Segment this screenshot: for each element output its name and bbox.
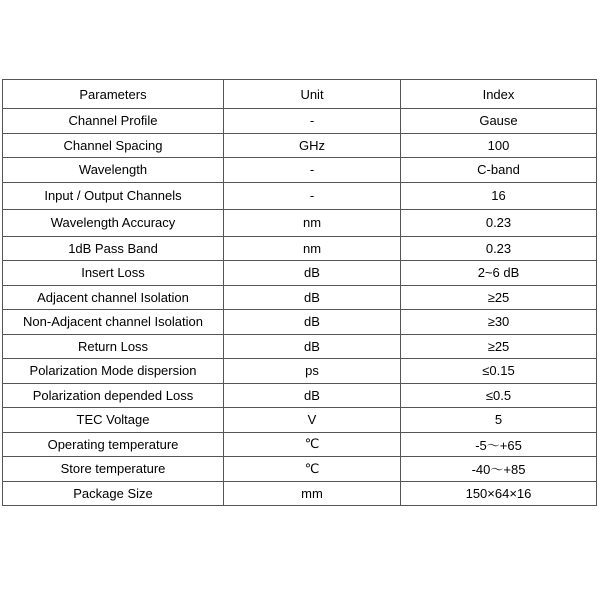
- header-parameters: Parameters: [3, 80, 224, 109]
- header-unit: Unit: [224, 80, 401, 109]
- cell-unit: -: [224, 182, 401, 209]
- cell-unit: ℃: [224, 457, 401, 482]
- table-row: [3, 481, 597, 506]
- cell-parameter: Insert Loss: [3, 261, 224, 286]
- cell-unit: dB: [224, 285, 401, 310]
- table-header-row: [3, 80, 597, 109]
- table-row: [3, 359, 597, 384]
- cell-unit: dB: [224, 383, 401, 408]
- cell-parameter: Channel Spacing: [3, 133, 224, 158]
- cell-parameter: TEC Voltage: [3, 408, 224, 433]
- table-row: [3, 457, 597, 482]
- table-row: [3, 109, 597, 134]
- cell-index: -40～+85: [401, 457, 597, 482]
- cell-parameter: Wavelength Accuracy: [3, 209, 224, 236]
- table-row: [3, 209, 597, 236]
- cell-parameter: Store temperature: [3, 457, 224, 482]
- table-row: [3, 310, 597, 335]
- cell-unit: -: [224, 109, 401, 134]
- table-row: [3, 334, 597, 359]
- header-index: Index: [401, 80, 597, 109]
- cell-index: 2~6 dB: [401, 261, 597, 286]
- cell-unit: dB: [224, 334, 401, 359]
- cell-parameter: Package Size: [3, 481, 224, 506]
- cell-parameter: Non-Adjacent channel Isolation: [3, 310, 224, 335]
- cell-parameter: Adjacent channel Isolation: [3, 285, 224, 310]
- table-row: [3, 285, 597, 310]
- table-row: [3, 383, 597, 408]
- cell-parameter: Wavelength: [3, 158, 224, 183]
- cell-index: -5～+65: [401, 432, 597, 457]
- cell-index: ≤0.5: [401, 383, 597, 408]
- cell-index: ≥30: [401, 310, 597, 335]
- cell-index: 0.23: [401, 236, 597, 261]
- cell-index: Gause: [401, 109, 597, 134]
- cell-unit: ℃: [224, 432, 401, 457]
- cell-index: 100: [401, 133, 597, 158]
- cell-index: ≤0.15: [401, 359, 597, 384]
- table-row: [3, 133, 597, 158]
- cell-index: 0.23: [401, 209, 597, 236]
- cell-unit: dB: [224, 310, 401, 335]
- cell-index: ≥25: [401, 285, 597, 310]
- spec-table: [2, 79, 597, 506]
- cell-index: C-band: [401, 158, 597, 183]
- table-row: [3, 261, 597, 286]
- cell-unit: mm: [224, 481, 401, 506]
- cell-index: 150×64×16: [401, 481, 597, 506]
- cell-index: ≥25: [401, 334, 597, 359]
- cell-unit: dB: [224, 261, 401, 286]
- table-row: [3, 236, 597, 261]
- cell-parameter: 1dB Pass Band: [3, 236, 224, 261]
- cell-parameter: Return Loss: [3, 334, 224, 359]
- cell-index: 16: [401, 182, 597, 209]
- cell-unit: V: [224, 408, 401, 433]
- table-row: [3, 182, 597, 209]
- table-row: [3, 158, 597, 183]
- cell-parameter: Polarization depended Loss: [3, 383, 224, 408]
- cell-unit: -: [224, 158, 401, 183]
- cell-unit: nm: [224, 209, 401, 236]
- cell-unit: ps: [224, 359, 401, 384]
- cell-parameter: Channel Profile: [3, 109, 224, 134]
- cell-parameter: Operating temperature: [3, 432, 224, 457]
- cell-unit: GHz: [224, 133, 401, 158]
- cell-index: 5: [401, 408, 597, 433]
- cell-parameter: Input / Output Channels: [3, 182, 224, 209]
- cell-unit: nm: [224, 236, 401, 261]
- table-row: [3, 432, 597, 457]
- table-row: [3, 408, 597, 433]
- cell-parameter: Polarization Mode dispersion: [3, 359, 224, 384]
